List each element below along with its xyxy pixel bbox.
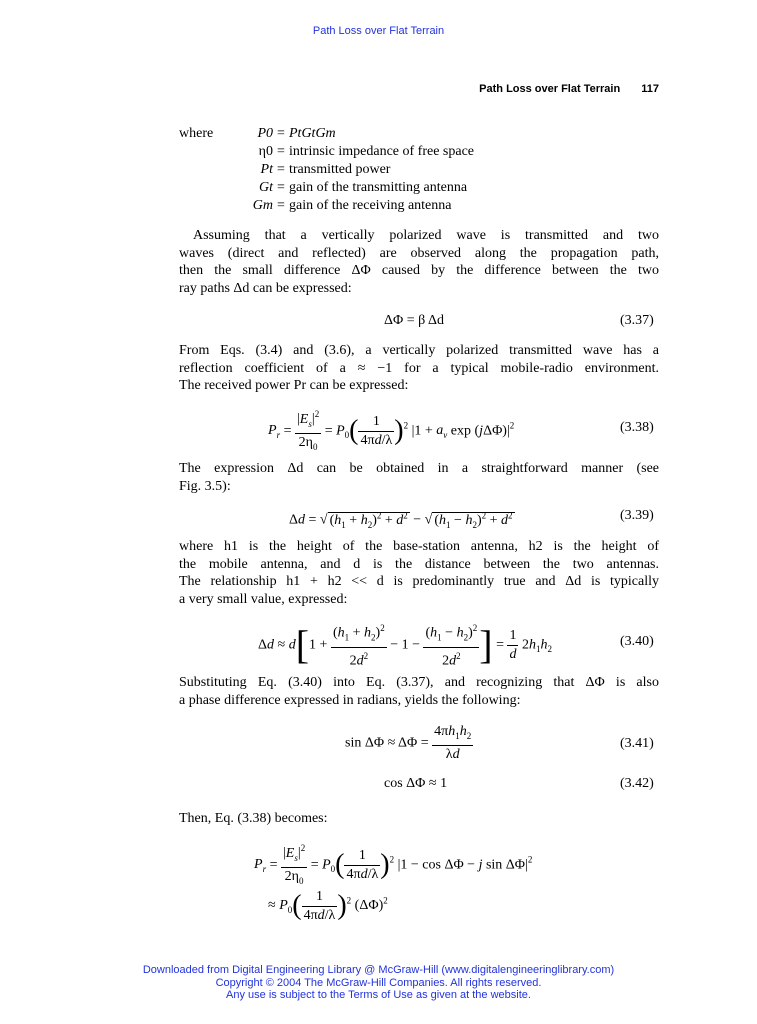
paragraph [179,460,659,495]
paragraph-line: the mobile antenna, and d is the distance between the two antennas. [179,556,659,572]
paragraph [179,810,659,828]
paragraph-line: where h1 is the height of the base-station antenna, h2 is the height of [179,539,659,554]
paragraph-line: a very small value, expressed: [179,591,348,607]
where-label: where [179,126,214,141]
definition-equals: = [277,144,285,159]
equation-number: (3.37) [620,313,654,328]
paragraph-line: then the small difference ΔΦ caused by the difference between the two [179,263,659,278]
definition-symbol: P0 [257,126,273,141]
paragraph [179,342,659,395]
definition-desc: transmitted power [289,162,391,177]
definitions-block [179,125,474,215]
equation-3-42: cos ΔΦ ≈ 1 [384,776,448,791]
paragraph-line: The relationship h1 + h2 << d is predominantly true and Δd is typically [179,574,659,589]
definition-symbol: Pt [260,162,273,177]
running-header [479,83,659,95]
paragraph-line: ray paths Δd can be expressed: [179,280,352,296]
definition-equals: = [277,162,285,177]
paragraph-line: Fig. 3.5): [179,478,231,494]
footer-copyright: Copyright © 2004 The McGraw-Hill Companies. All rights reserved. [215,976,542,989]
equation-number: (3.42) [620,776,654,791]
equation-received-power-approx: ≈ $P_0$( $\frac{1}{4\pi d/\lambda}$ )$^2$ $(\Delta\Phi)^2$ [268,889,388,923]
definition-symbol: Gt [259,180,273,195]
equation-number: (3.41) [620,736,654,751]
equation-received-power: $P_r$ = $\frac{|E_s|^2}{2\eta_0}$ = $P_0$( $\frac{1}{4\pi d/\lambda}$ )$^2$ |1 − cos ΔΦ − j $\sin \Delta\Phi|^2$ [254,840,532,890]
definition-desc: gain of the receiving antenna [289,198,452,213]
definition-desc: gain of the transmitting antenna [289,180,468,195]
footer-link[interactable]: Downloaded from Digital Engineering Library @ McGraw-Hill (www.digitalengineeringlibrary.com) [142,964,615,976]
paragraph [179,674,659,709]
footer [0,964,757,1002]
paragraph [179,227,659,297]
definition-row [179,143,474,161]
definition-row [179,197,474,215]
paragraph-line: a phase difference expressed in radians, yields the following: [179,692,521,708]
definition-equals: = [277,198,285,213]
definition-symbol: η0 [258,144,273,159]
equation-3-37: ΔΦ = β Δd [384,313,444,328]
running-title: Path Loss over Flat Terrain [479,83,621,95]
equation-3-38: $P_r$ = $\frac{|E_s|^2}{2\eta_0}$ = $P_0$( $\frac{1}{4\pi d/\lambda}$ )$^2$ $|1 + a_v$ $\exp (j\Delta\Phi)|^2$ [268,406,514,456]
definition-desc: intrinsic impedance of free space [289,144,475,159]
footer-terms[interactable]: Any use is subject to the Terms of Use as given at the website. [226,989,531,1001]
paragraph-line: The expression Δd can be obtained in a straightforward manner (see [179,461,659,476]
definition-row [179,125,474,143]
definition-row [179,179,474,197]
paragraph-line: waves (direct and reflected) are observed along the propagation path, [179,245,659,261]
paragraph-line: reflection coefficient of a ≈ −1 for a typical mobile-radio environment. [179,360,659,376]
definition-desc: PtGtGm [289,126,336,141]
paragraph-line: The received power Pr can be expressed: [179,378,409,393]
paragraph-line: Assuming that a vertically polarized wave is transmitted and two [193,228,659,243]
definition-equals: = [277,180,285,195]
definition-symbol: Gm [252,198,273,213]
equation-number: (3.38) [620,420,654,435]
paragraph-line: Then, Eq. (3.38) becomes: [179,811,328,826]
equation-number: (3.39) [620,508,654,523]
paragraph-line: From Eqs. (3.4) and (3.6), a vertically polarized transmitted wave has a [179,343,659,358]
paragraph-line: Substituting Eq. (3.40) into Eq. (3.37), and recognizing that ΔΦ is also [179,675,659,690]
definition-equals: = [277,126,285,141]
top-title: Path Loss over Flat Terrain [312,25,445,37]
equation-number: (3.40) [620,634,654,649]
page-number: 117 [641,83,659,95]
equation-3-40: Δd ≈ d[1 + $\frac{(h_1 + h_2)^2}{2d^2}$ − 1 − $\frac{(h_1 - h_2)^2}{2d^2}$ ] = $\frac{1}{d}$ $2h_1h_2$ [258,620,552,670]
paragraph [179,538,659,608]
equation-3-41: sin ΔΦ ≈ ΔΦ = $\frac{4\pi h_1h_2}{\lambda d}$ [345,724,472,763]
equation-3-39: Δd = √ $(h_1 + h_2)^2 + d^2$ − √ $(h_1 - h_2)^2 + d^2$ [289,510,513,530]
definition-row [179,161,474,179]
